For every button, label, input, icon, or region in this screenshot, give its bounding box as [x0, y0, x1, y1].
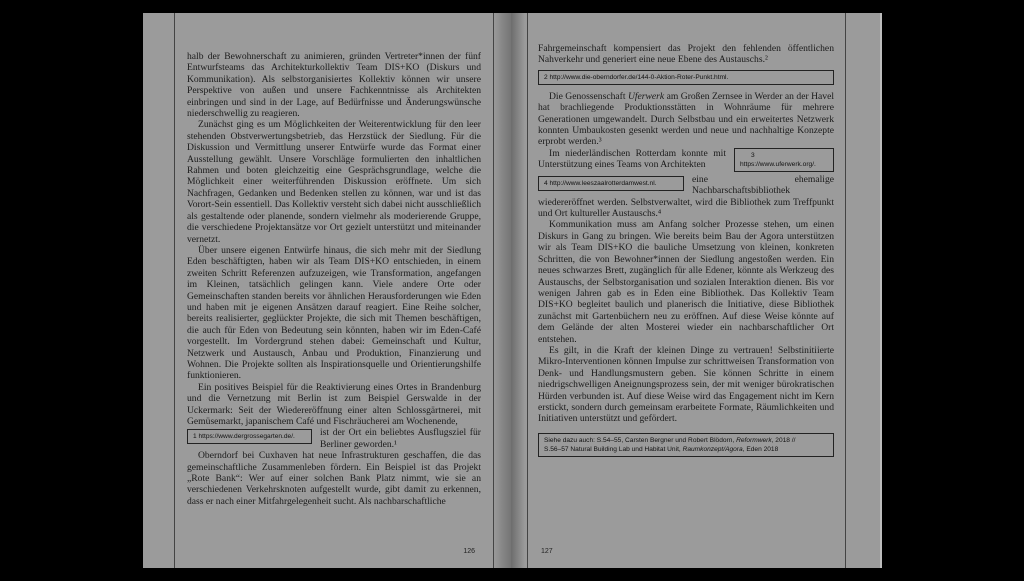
- footnote-1: 1 https://www.dergrossegarten.de/.: [187, 429, 312, 444]
- reference-box: [538, 433, 834, 457]
- page-edge: [880, 13, 882, 568]
- paragraph: Ein positives Beispiel für die Reaktivierung eines Ortes in Brandenburg und die Vernetzung mit Berlin ist zum Beispiel Gerswalde in der Uckermark: Seit der Wiedereröffnung einer alten Schlossgärtnerei, mit Gemüsemarkt, japanischem Café und Fischräucherei am Wochenende,: [187, 381, 481, 427]
- paragraph: Kommunikation muss am Anfang solcher Prozesse stehen, um einen Diskurs in Gang zu bringen. Wie bereits beim Bau der Agora unterstützen wir als Team DIS+KO die bauliche Umsetzung von kleinen, konkreten Schritten, die von Bewohner*innen der Siedlung angestoßen werden. Ein neues schwarzes Brett, zugänglich für alle Edener, könnte als Werkzeug des Austauschs, der Selbstorganisation und sozialen Interaktion dienen. Bis vor wenigen Jahren gab es in Eden eine Bibliothek. Das Kollektiv Team DIS+KO begleitet baulich und planerisch die Initiative, diese Bibliothek zunächst mit Gartenbüchern neu zu eröffnen. Auf diese Weise könnte auf dem Gelände der alten Mosterei wieder ein nachbarschaftlicher Ort entstehen.: [538, 219, 834, 345]
- reference-line: [544, 445, 828, 454]
- text-span: , Eden 2018: [742, 445, 779, 453]
- paragraph: Über unsere eigenen Entwürfe hinaus, die sich mehr mit der Siedlung Eden beschäftigten, haben wir als Team DIS+KO entschieden, in einem zweiten Schritt Referenzen aufzuzeigen, wie Transformation, angefangen im Kleinen, tatsächlich gelingen kann. Viele andere Orte oder Gemeinschaften standen bereits vor ähnlichen Herausforderungen wie Eden und haben mit je eigenen Ansätzen darauf reagiert. Eine Reihe solcher, bereits realisierter, geglückter Projekte, die sich mit Themen beschäftigen, die auch für Eden von Bedeutung sein könnten, haben wir im Eden-Café vorgestellt. Im Vordergrund stehen dabei: Gemeinschaft und Kultur, Netzwerk und Austausch, Anbau und Produktion, Finanzierung und Wohnen. Die Projekte sollten als Inspirationsquelle und Orientierungshilfe funktionieren.: [187, 244, 481, 382]
- emphasis: Raumkonzept/Agora: [682, 445, 743, 453]
- footnote-4: 4 http://www.leeszaalrotterdamwest.nl.: [538, 176, 684, 191]
- page-number: 127: [541, 548, 553, 555]
- text-span: am Großen Zernsee in Werder an der Havel hat brachliegende Produktionsstätten in Wohnräume für mehrere Generationen umgewandelt. Durch Selbstbau und ein erweitertes Netzwerk konnten Umbaukosten gesenkt werden und neue und nachhaltige Konzepte erprobt werden.³: [538, 90, 835, 148]
- paragraph: Fahrgemeinschaft kompensiert das Projekt den fehlenden öffentlichen Nahverkehr und generiert eine neue Ebene des Austauschs.²: [538, 43, 834, 66]
- emphasis: Uferwerk: [627, 90, 665, 102]
- margin-rule-left: [174, 13, 175, 568]
- footnote-2: 2 http://www.die-oberndorfer.de/144-0-Aktion-Roter-Punkt.html.: [538, 70, 834, 85]
- right-body-text: [538, 43, 834, 457]
- margin-rule-right: [845, 13, 846, 568]
- emphasis: Reformwerk: [736, 436, 772, 444]
- paragraph: Zunächst ging es um Möglichkeiten der Weiterentwicklung für den leer stehenden Obstverwertungsbetrieb, das Herzstück der Siedlung. Für die Diskussion und Vermittlung unserer Entwürfe wurde das Format einer Ausstellung gewählt. Unsere Vorschläge formulierten den inhaltlichen Rahmen und boten gleichzeitig eine Gesprächsgrundlage, welche die Möglichkeit einer weiterführenden Diskussion eröffnete. Um sich Nachfragen, Gedanken und Bedenken stellen zu können, war und ist das Vorort-Sein essentiell. Das Kollektiv versteht sich dabei nicht ausschließlich als gestaltende oder planende, sondern vielmehr als moderierende Gruppe, die verschiedene Projektansätze vor Ort gezielt unterstützt und miteinander vernetzt.: [187, 119, 481, 245]
- text-span: S.56–57 Natural Building Lab und Habitat Unit,: [544, 445, 683, 453]
- paragraph: Es gilt, in die Kraft der kleinen Dinge zu vertrauen! Selbstinitiierte Mikro-Interventionen können Impulse zur schrittweisen Transformation von Denk- und Handlungsmustern geben. Sie können Schritte in einem niedrigschwelligen Aneignungsprozess sein, der mit weniger bürokratischen Hürden verbunden ist. Auf diese Weise wird das Engagement nicht im Kern erstickt, sondern durch gemeinsam erarbeitete Formate, Räumlichkeiten und Initiativen unterstützt und gefördert.: [538, 344, 834, 425]
- left-page: [143, 13, 511, 568]
- text-span: Im niederländischen Rotterdam konnte mit Unterstützung eines Teams von Architekten: [538, 147, 726, 171]
- paragraph-continuation: ist der Ort ein beliebtes Ausflugsziel für Berliner geworden.¹: [320, 427, 481, 450]
- paragraph-with-notes: [538, 148, 834, 171]
- footnote-3: 3 https://www.uferwerk.org/.: [734, 148, 834, 172]
- paragraph: Oberndorf bei Cuxhaven hat neue Infrastrukturen geschaffen, die das gemeinschaftliche Zusammenleben fördern. Ein Beispiel ist das Projekt „Rote Bank“: Wer auf einer solchen Bank Platz nimmt, wie sie an verschiedenen Verkehrsknoten aufgestellt wurde, gibt damit zu erkennen, dass er nach einer Mitfahrgelegenheit sucht. Als nachbarschaftliche: [187, 450, 481, 507]
- page-number: 126: [463, 548, 475, 555]
- right-page: [511, 13, 882, 568]
- paragraph-with-note: [187, 427, 481, 450]
- gutter-shadow: [511, 13, 525, 568]
- margin-rule-right: [493, 13, 494, 568]
- paragraph: halb der Bewohnerschaft zu animieren, gründen Vertreter*innen der fünf Entwurfsteams das Architekturkollektiv Team DIS+KO (Diskurs und Kommunikation). Als selbstorganisiertes Kollektiv können wir unsere Perspektive von außen und unsere Fachkenntnisse als Architekten einbringen und sind in der Lage, auf Bedürfnisse und Änderungswünsche niederschwellig zu reagieren.: [187, 51, 481, 120]
- text-span: eine ehemalige Nachbarschaftsbibliothek wiedereröffnet werden. Selbstverwaltet, wird die Bibliothek zum Treffpunkt und Ort kultureller Austauschs.⁴: [538, 173, 834, 220]
- reference-line: [544, 436, 828, 445]
- paragraph-with-note: [538, 174, 834, 220]
- gutter-shadow: [493, 13, 511, 568]
- text-span: , 2018 //: [771, 436, 796, 444]
- paragraph: [538, 91, 834, 148]
- text-span: Die Genossenschaft: [549, 90, 628, 102]
- margin-rule-left: [527, 13, 528, 568]
- left-body-text: [187, 51, 481, 507]
- text-span: Siehe dazu auch: S.54–55, Carsten Bergner und Robert Blödorn,: [544, 436, 737, 444]
